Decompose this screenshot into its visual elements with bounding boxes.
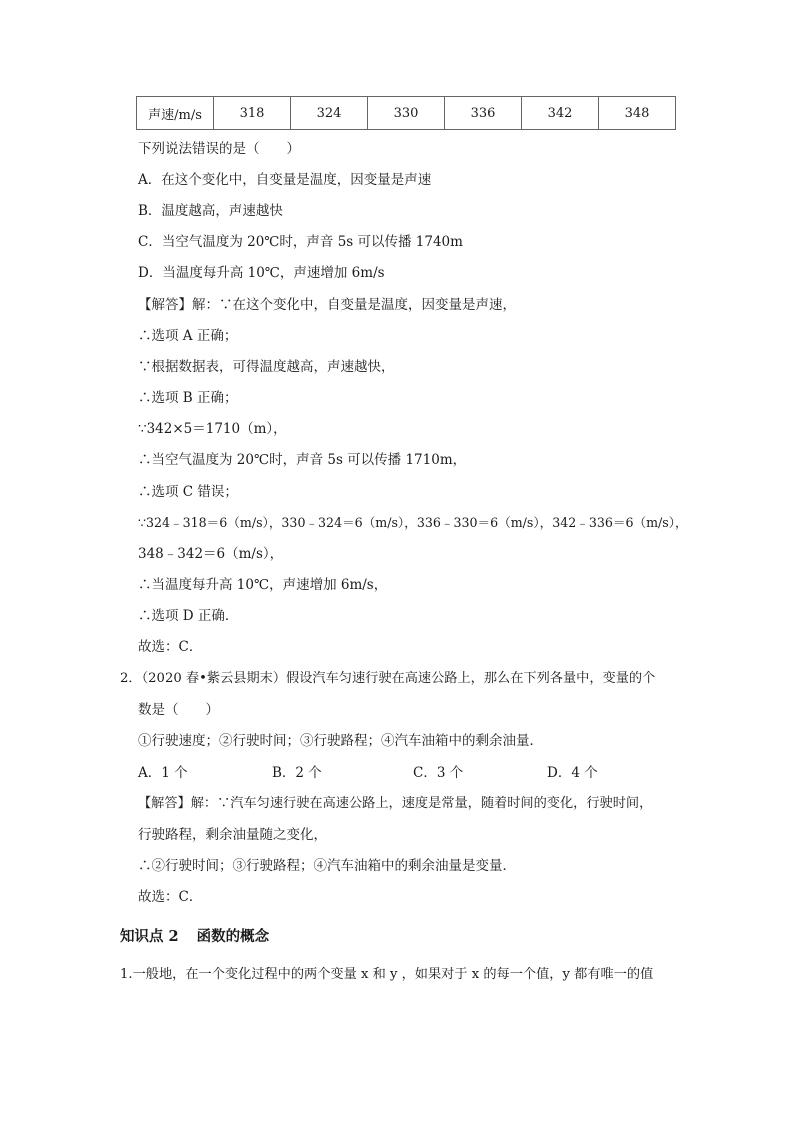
- answer-line: 【解答】解：∵在这个变化中，自变量是温度，因变量是声速，: [138, 297, 516, 313]
- table-cell: 324: [291, 97, 368, 130]
- answer-line: ∴选项 A 正确；: [138, 328, 238, 344]
- answer-line: ∴当温度每升高 10℃，声速增加 6m/s，: [138, 577, 388, 593]
- option-d: D．4 个: [547, 765, 598, 781]
- section-number: 知识点 2: [120, 928, 179, 945]
- answer-line: ∴当空气温度为 20℃时，声音 5s 可以传播 1710m，: [138, 452, 467, 468]
- table-header-cell: 声速/m/s: [137, 97, 214, 130]
- option-c: C．当空气温度为 20℃时，声音 5s 可以传播 1740m: [138, 234, 463, 250]
- option-d: D．当温度每升高 10℃，声速增加 6m/s: [138, 265, 385, 281]
- question-items: ①行驶速度；②行驶时间；③行驶路程；④汽车油箱中的剩余油量．: [138, 733, 543, 749]
- options-row: [138, 764, 598, 782]
- answer-line: 【解答】解：∵汽车匀速行驶在高速公路上，速度是常量，随着时间的变化，行驶时间，: [138, 796, 653, 811]
- answer-line: ∴选项 B 正确；: [138, 390, 238, 406]
- table-row: [137, 97, 676, 130]
- answer-line: 故选：C．: [138, 889, 203, 905]
- option-a: A．1 个: [138, 765, 188, 781]
- answer-line: 348﹣342＝6（m/s），: [138, 546, 284, 562]
- question-stem-cont: 数是（ ）: [138, 702, 219, 718]
- answer-line: ∵根据数据表，可得温度越高，声速越快，: [138, 359, 395, 375]
- table-cell: 342: [522, 97, 599, 130]
- answer-line: ∵324﹣318＝6（m/s），330﹣324＝6（m/s），336﹣330＝6（m/s），342﹣336＝6（m/s），: [138, 515, 688, 530]
- answer-line: ∴选项 C 错误；: [138, 484, 238, 500]
- answer-line: 故选：C．: [138, 639, 203, 655]
- table-cell: 348: [599, 97, 676, 130]
- answer-line: 行驶路程，剩余油量随之变化，: [138, 827, 327, 843]
- option-c: C．3 个: [413, 765, 464, 781]
- answer-line: ∴②行驶时间；③行驶路程；④汽车油箱中的剩余油量是变量．: [138, 858, 516, 874]
- option-b: B．温度越高，声速越快: [138, 203, 283, 219]
- section-heading: [120, 925, 269, 946]
- option-a: A．在这个变化中，自变量是温度，因变量是声速: [138, 172, 432, 188]
- table-cell: 330: [368, 97, 445, 130]
- answer-line: ∵342×5＝1710（m），: [138, 421, 287, 437]
- speed-table: [136, 96, 676, 130]
- question-stem: 2．（2020 春•紫云县期末）假设汽车匀速行驶在高速公路上，那么在下列各量中，变量的个: [120, 671, 656, 686]
- table-cell: 318: [214, 97, 291, 130]
- definition-text: 1.一般地，在一个变化过程中的两个变量 x 和 y ，如果对于 x 的每一个值，y 都有唯一的值: [120, 967, 654, 982]
- table-cell: 336: [445, 97, 522, 130]
- answer-line: ∴选项 D 正确．: [138, 608, 239, 624]
- option-b: B．2 个: [272, 765, 322, 781]
- section-title: 函数的概念: [196, 928, 270, 945]
- question-stem: 下列说法错误的是（ ）: [138, 141, 300, 157]
